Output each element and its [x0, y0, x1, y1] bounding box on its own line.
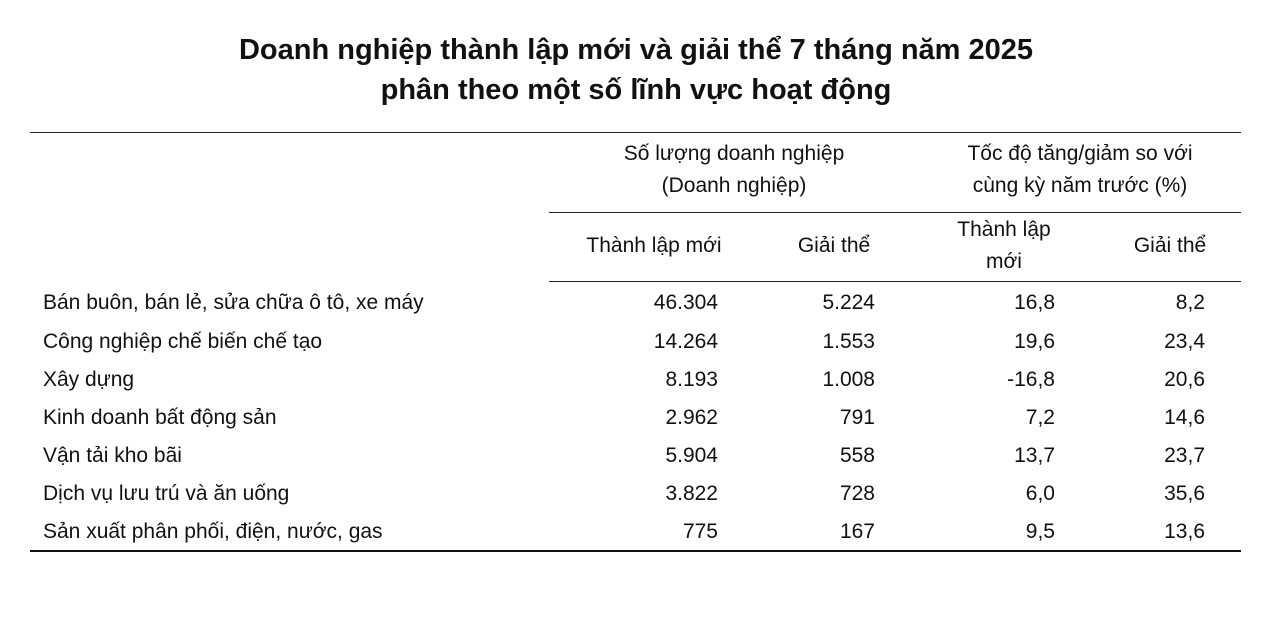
new-count-cell: 5.904: [665, 444, 718, 467]
sector-label: Vận tải kho bãi: [43, 444, 182, 467]
group-header-rate: [919, 138, 1241, 202]
dissolved-rate-cell: 13,6: [1164, 520, 1205, 543]
new-rate-cell: 19,6: [1014, 330, 1055, 353]
header-bottom-rule: [549, 281, 1241, 282]
table-title-line-2: phân theo một số lĩnh vực hoạt động: [380, 74, 892, 106]
dissolved-count-cell: 167: [839, 520, 875, 543]
dissolved-count-cell: 728: [839, 482, 875, 505]
dissolved-rate-cell: 8,2: [1175, 291, 1205, 314]
group-header-rate-line-1: Tốc độ tăng/giảm so với: [967, 142, 1193, 165]
new-rate-cell: 6,0: [1025, 482, 1055, 505]
dissolved-rate-cell: 20,6: [1164, 368, 1205, 391]
new-rate-cell: 13,7: [1014, 444, 1055, 467]
dissolved-count-cell: 791: [839, 406, 875, 429]
new-rate-cell: 16,8: [1014, 291, 1055, 314]
group-header-rule: [549, 212, 1241, 213]
table-row: [30, 437, 1241, 475]
table-title: [0, 30, 1272, 110]
top-rule: [30, 132, 1241, 133]
table-row: [30, 513, 1241, 550]
new-count-cell: 3.822: [665, 482, 718, 505]
dissolved-rate-cell: 14,6: [1164, 406, 1205, 429]
new-rate-cell: 7,2: [1025, 406, 1055, 429]
group-header-count-line-1: Số lượng doanh nghiệp: [623, 142, 845, 165]
dissolved-count-cell: 5.224: [822, 291, 875, 314]
new-count-cell: 2.962: [665, 406, 718, 429]
sector-label: Công nghiệp chế biến chế tạo: [43, 330, 323, 353]
statistics-table: [30, 132, 1241, 552]
sector-label: Dịch vụ lưu trú và ăn uống: [43, 482, 290, 505]
dissolved-rate-cell: 35,6: [1164, 482, 1205, 505]
new-count-cell: 14.264: [653, 330, 718, 353]
dissolved-rate-cell: 23,4: [1164, 330, 1205, 353]
column-header-new-rate-line-1: Thành lập: [957, 218, 1051, 241]
sector-label: Sản xuất phân phối, điện, nước, gas: [43, 520, 383, 543]
group-header-rate-line-2: cùng kỳ năm trước (%): [972, 174, 1188, 197]
bottom-rule: [30, 550, 1241, 552]
table-title-line-1: Doanh nghiệp thành lập mới và giải thể 7 tháng năm 2025: [238, 34, 1034, 66]
new-count-cell: 46.304: [653, 291, 718, 314]
new-count-cell: 8.193: [665, 368, 718, 391]
column-header-new-rate-line-2: mới: [986, 250, 1022, 273]
column-header-dissolved-rate: Giải thể: [1133, 234, 1207, 257]
table-row: [30, 284, 1241, 323]
dissolved-rate-cell: 23,7: [1164, 444, 1205, 467]
new-rate-cell: 9,5: [1025, 520, 1055, 543]
table-row: [30, 399, 1241, 437]
table-row: [30, 475, 1241, 513]
table-row: [30, 323, 1241, 361]
group-header-count-line-2: (Doanh nghiệp): [661, 174, 807, 197]
new-count-cell: 775: [682, 520, 718, 543]
group-header-count: [549, 138, 919, 202]
column-header-dissolved-count: Giải thể: [797, 234, 871, 257]
sector-label: Bán buôn, bán lẻ, sửa chữa ô tô, xe máy: [43, 291, 424, 314]
dissolved-count-cell: 1.008: [822, 368, 875, 391]
column-header-new-rate: [919, 214, 1089, 278]
dissolved-count-cell: 558: [839, 444, 875, 467]
column-header-new-count: Thành lập mới: [586, 234, 722, 257]
table-row: [30, 361, 1241, 399]
dissolved-count-cell: 1.553: [822, 330, 875, 353]
sector-label: Kinh doanh bất động sản: [43, 406, 277, 429]
sector-label: Xây dựng: [43, 368, 135, 391]
new-rate-cell: -16,8: [1007, 368, 1055, 391]
